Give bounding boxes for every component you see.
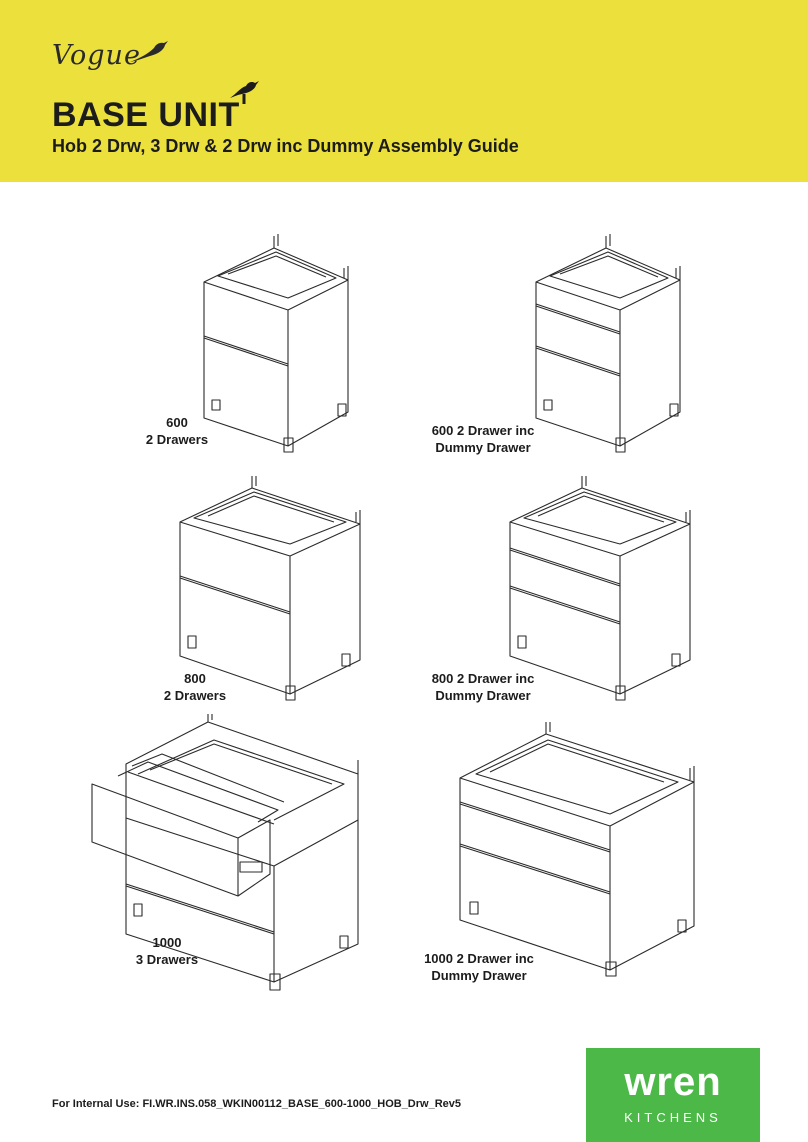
caption-unit-3	[140, 670, 250, 704]
caption-size: 800	[184, 671, 206, 686]
caption-size: 600	[166, 415, 188, 430]
caption-label: Dummy Drawer	[435, 440, 531, 455]
brand-script: Vogue	[52, 40, 141, 71]
caption-label: 2 Drawers	[145, 432, 209, 447]
caption-size: 800 2 Drawer inc	[431, 671, 535, 686]
caption-unit-2	[418, 422, 548, 456]
caption-size: 600 2 Drawer inc	[431, 423, 535, 438]
caption-label: Dummy Drawer	[435, 688, 531, 703]
caption-unit-4	[418, 670, 548, 704]
internal-use-reference: For Internal Use: FI.WR.INS.058_WKIN00112_BASE_600-1000_HOB_Drw_Rev5	[52, 1098, 462, 1110]
page-title: BASE UNIT	[52, 96, 240, 134]
caption-label: 2 Drawers	[163, 688, 227, 703]
caption-label: Dummy Drawer	[431, 968, 527, 983]
caption-unit-6	[412, 950, 546, 984]
caption-size: 1000 2 Drawer inc	[424, 951, 534, 966]
caption-unit-1	[122, 414, 232, 448]
caption-label: 3 Drawers	[135, 952, 199, 967]
logo-subtitle: KITCHENS	[624, 1110, 722, 1125]
logo-wordmark: wren	[624, 1060, 722, 1104]
wren-kitchens-logo	[586, 1048, 760, 1142]
bird-icon	[128, 36, 172, 66]
page-subtitle: Hob 2 Drw, 3 Drw & 2 Drw inc Dummy Assembly Guide	[52, 136, 519, 156]
caption-size: 1000	[152, 935, 182, 950]
header-band	[0, 0, 808, 182]
caption-unit-5	[112, 934, 222, 968]
cabinet-600-dummy	[530, 232, 690, 462]
title-bird-icon	[226, 78, 262, 104]
